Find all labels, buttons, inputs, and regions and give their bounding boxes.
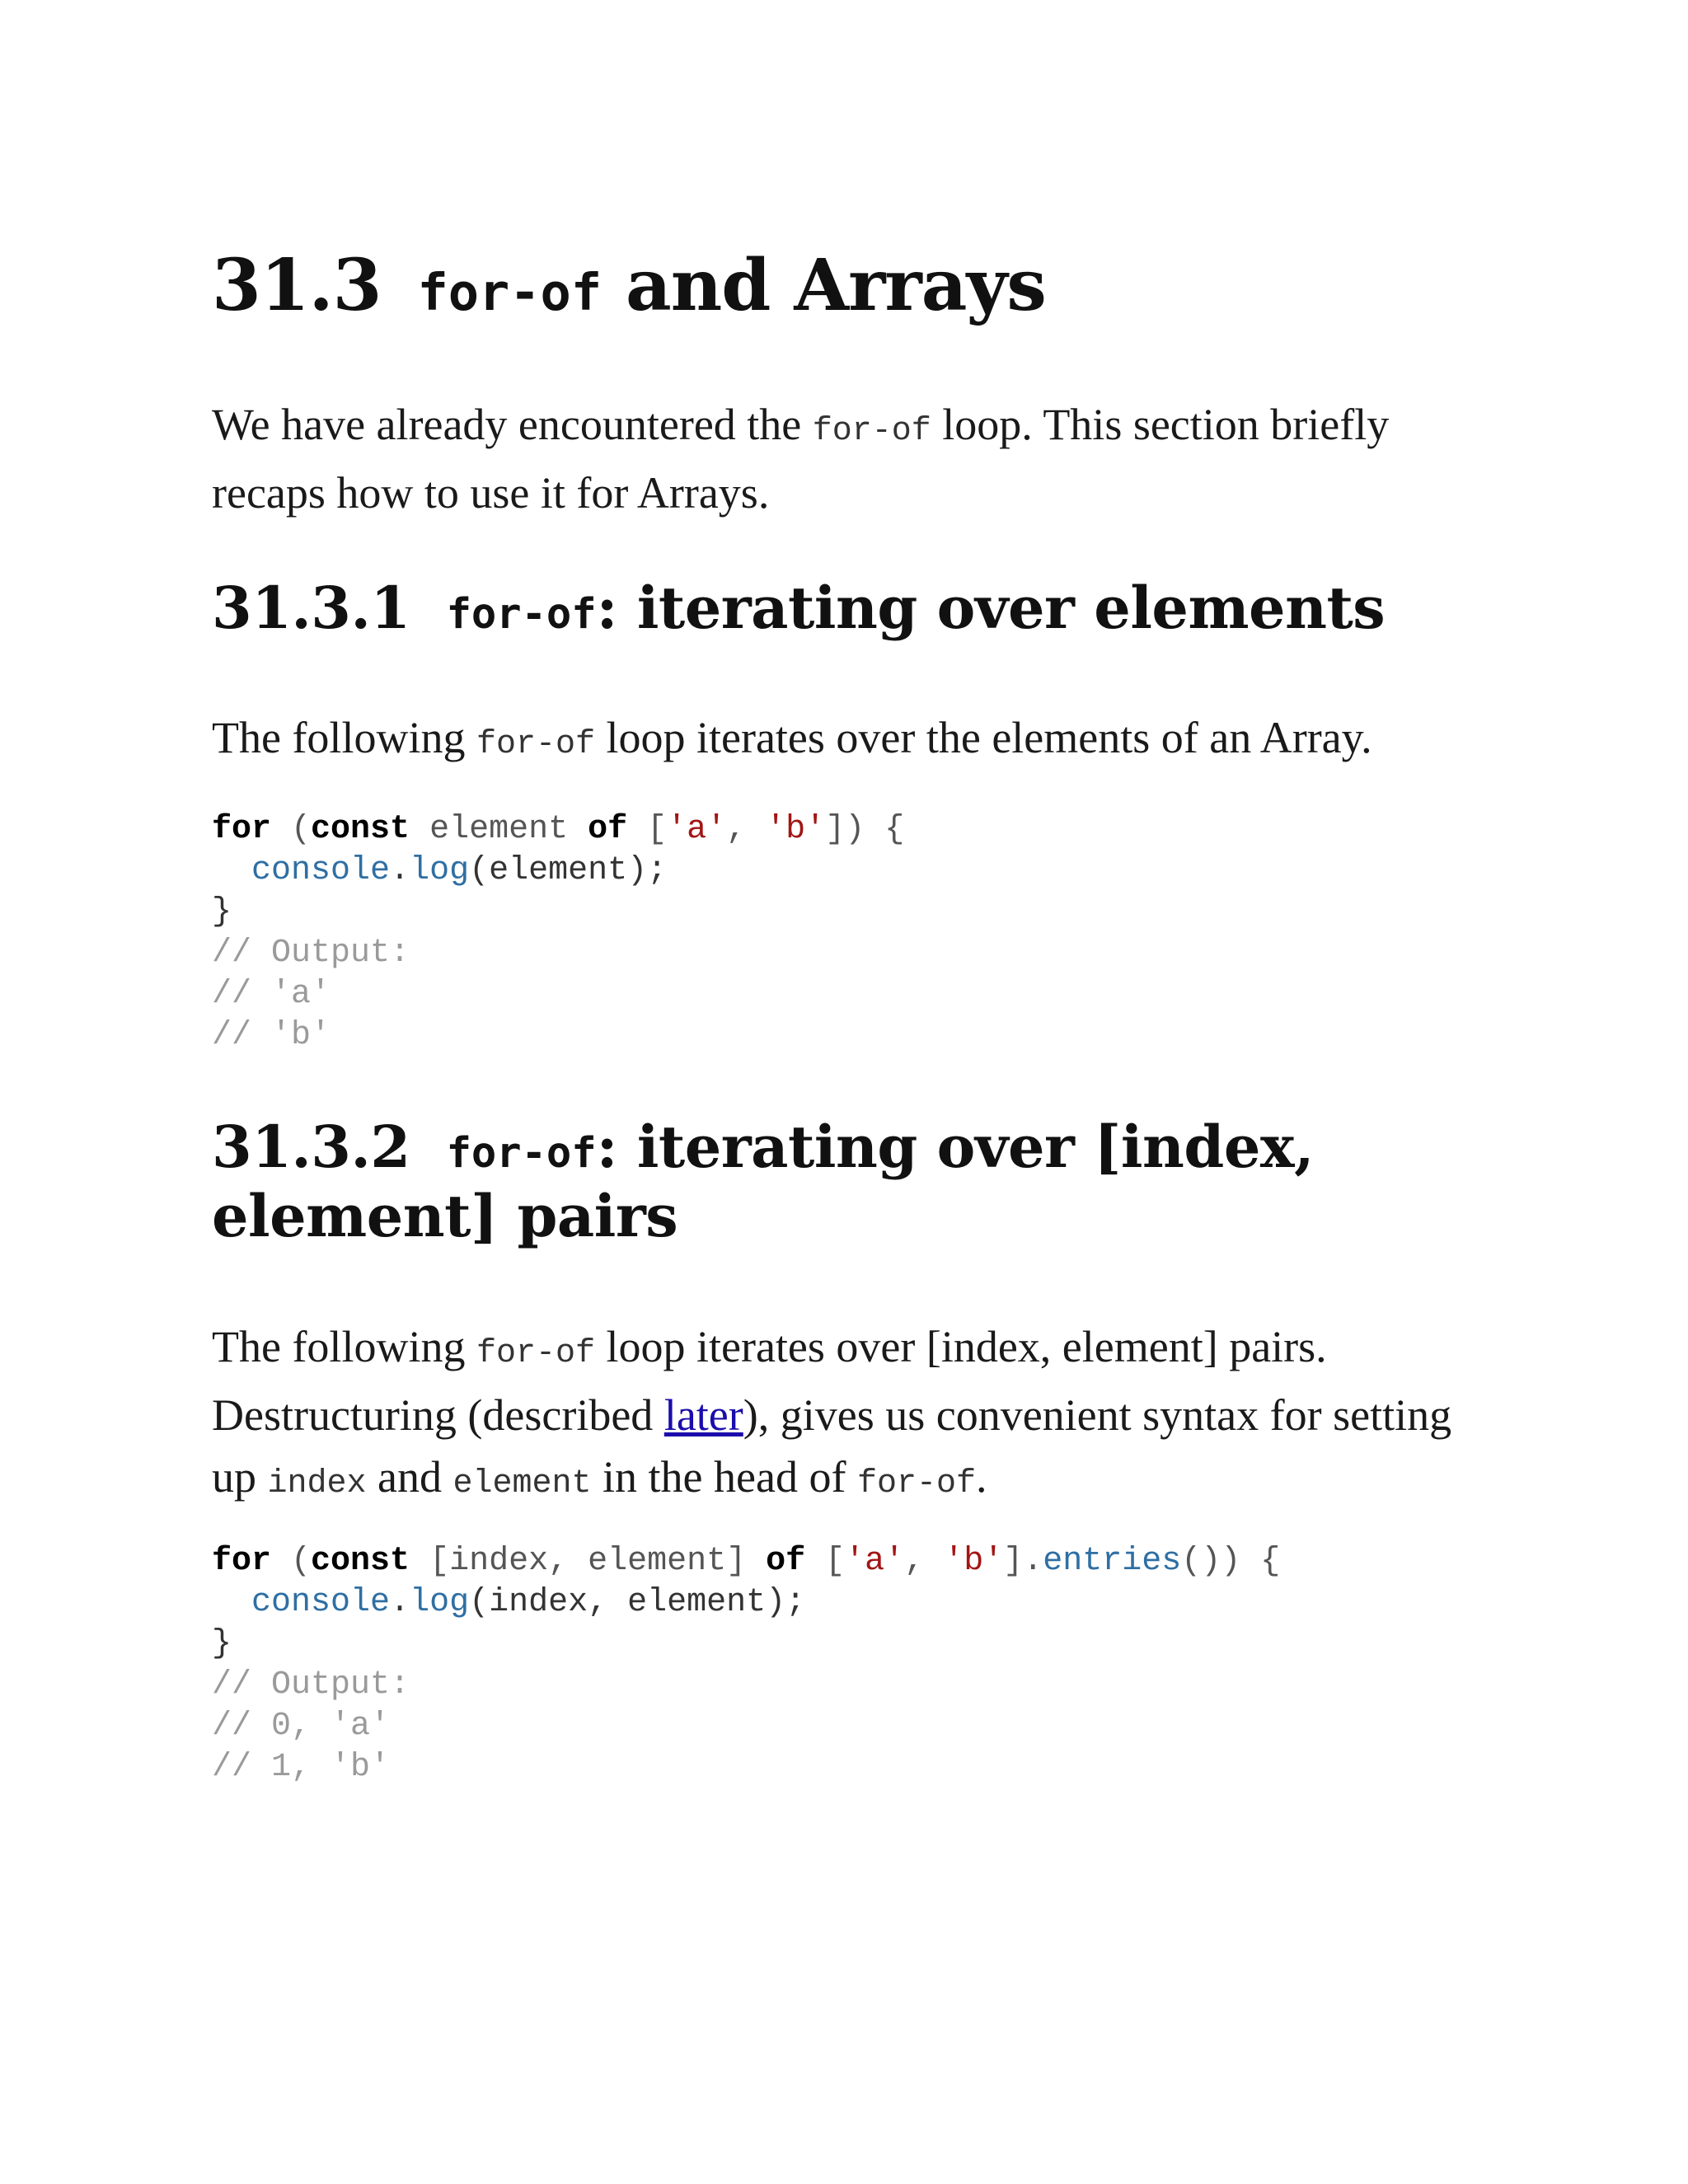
later-link[interactable]: later	[663, 1390, 743, 1440]
code-text: (index, element);	[469, 1584, 806, 1621]
subsection-heading-1	[212, 574, 1385, 643]
code-punct: .	[390, 852, 410, 889]
heading-text: element] pairs	[212, 1182, 678, 1250]
inline-code: for-of	[476, 726, 595, 763]
paragraph-text: loop iterates over the elements of an Array.	[606, 713, 1372, 762]
paragraph-text: The following	[212, 1322, 466, 1371]
subsection-heading-2	[212, 1113, 1314, 1251]
paragraph-text: and	[377, 1452, 442, 1502]
code-punct: ()) {	[1181, 1543, 1281, 1580]
code-keyword: for	[212, 1543, 272, 1580]
code-keyword: const	[311, 811, 410, 848]
code-comment: // 'a'	[212, 976, 331, 1013]
code-string: 'b'	[766, 811, 826, 848]
code-block-2	[212, 1541, 1280, 1788]
code-string: 'b'	[944, 1543, 1004, 1580]
section-number: 31.3	[212, 244, 382, 327]
code-comment: // 1, 'b'	[212, 1749, 391, 1786]
heading-code: for-of	[446, 589, 597, 638]
intro-paragraph	[212, 394, 1481, 524]
code-line	[212, 852, 667, 889]
code-punct: (	[271, 1543, 312, 1580]
heading-text: and Arrays	[626, 244, 1046, 327]
subsection-1-paragraph	[212, 707, 1481, 776]
code-punct: [	[627, 811, 668, 848]
code-text: element	[410, 811, 588, 848]
code-comment: // Output:	[212, 1666, 410, 1704]
code-text: (element);	[469, 852, 668, 889]
inline-code: for-of	[812, 413, 931, 450]
code-function: entries	[1043, 1543, 1182, 1580]
paragraph-text: .	[975, 1452, 987, 1502]
code-comment: // Output:	[212, 935, 410, 972]
subsection-number: 31.3.2	[212, 1113, 410, 1181]
paragraph-text: The following	[212, 713, 466, 762]
code-identifier: console	[251, 852, 391, 889]
inline-code: for-of	[476, 1335, 595, 1372]
code-line	[212, 1543, 1280, 1580]
subsection-number: 31.3.1	[212, 574, 410, 642]
paragraph-text: loop iterates over [index, element] pairs. Destructuring (described	[212, 1322, 1327, 1440]
code-line	[212, 1584, 805, 1621]
code-string: 'a'	[667, 811, 727, 848]
section-heading	[212, 244, 1046, 327]
heading-text: : iterating over elements	[596, 574, 1386, 642]
heading-code: for-of	[446, 1128, 597, 1177]
inline-code: index	[267, 1465, 367, 1502]
code-keyword: of	[588, 811, 628, 848]
code-line	[212, 811, 904, 848]
code-indent	[212, 852, 251, 889]
code-punct: ].	[1003, 1543, 1043, 1580]
paragraph-text: in the head of	[603, 1452, 846, 1502]
code-punct: (	[271, 811, 312, 848]
code-string: 'a'	[845, 1543, 905, 1580]
subsection-2-paragraph	[212, 1316, 1481, 1515]
code-punct: ,	[726, 811, 767, 848]
intro-text: loop. This section briefly recaps how to use it for Arrays.	[212, 400, 1390, 518]
intro-text: We have already encountered the	[212, 400, 802, 449]
code-punct: ,	[904, 1543, 945, 1580]
paragraph-text: ), gives us convenient syntax for setting up	[212, 1390, 1452, 1502]
inline-code: for-of	[856, 1465, 976, 1502]
code-punct: ]) {	[825, 811, 905, 848]
code-text: [index, element]	[410, 1543, 767, 1580]
code-line: }	[212, 1625, 232, 1662]
code-comment: // 0, 'a'	[212, 1708, 391, 1745]
heading-text: : iterating over [index,	[596, 1113, 1314, 1181]
code-keyword: of	[766, 1543, 806, 1580]
inline-code: element	[452, 1465, 592, 1502]
code-punct: [	[805, 1543, 846, 1580]
code-identifier: console	[251, 1584, 391, 1621]
code-comment: // 'b'	[212, 1017, 331, 1054]
code-block-1	[212, 809, 904, 1057]
code-indent	[212, 1584, 251, 1621]
code-function: log	[410, 1584, 470, 1621]
code-line: }	[212, 893, 232, 930]
code-keyword: const	[311, 1543, 410, 1580]
code-punct: .	[390, 1584, 410, 1621]
code-keyword: for	[212, 811, 272, 848]
code-function: log	[410, 852, 470, 889]
heading-code: for-of	[417, 263, 603, 322]
